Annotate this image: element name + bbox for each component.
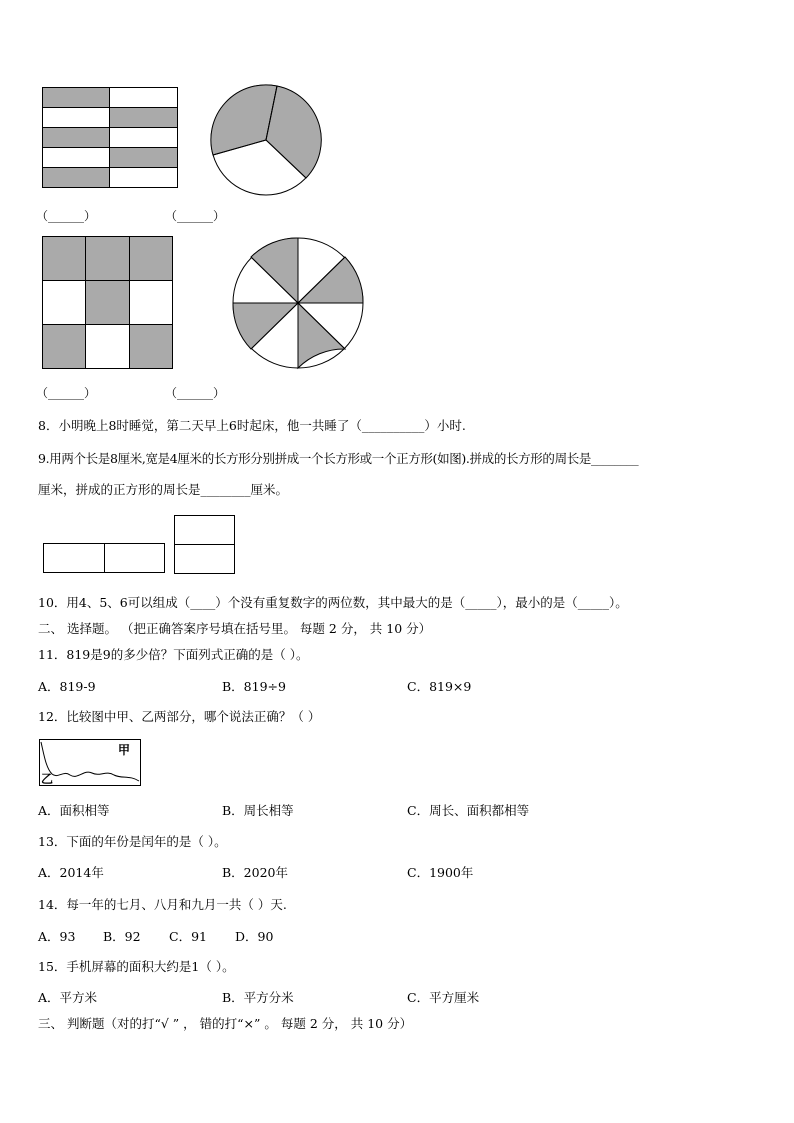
option-a[interactable]: A．93 xyxy=(38,929,76,944)
option-a[interactable]: A．平方米 xyxy=(38,990,98,1005)
question-11: 11．819是9的多少倍？下面列式正确的是（ ）。 xyxy=(38,647,309,662)
question-8: 8．小明晚上8时睡觉，第二天早上6时起床，他一共睡了（__________）小时. xyxy=(38,418,466,433)
option-c[interactable]: C．周长、面积都相等 xyxy=(407,803,530,818)
option-b[interactable]: B．周长相等 xyxy=(222,803,294,818)
question-10: 10．用4、5、6可以组成（____）个没有重复数字的两位数，其中最大的是（_____），最小的是（_____）。 xyxy=(38,595,628,610)
option-b[interactable]: B．2020年 xyxy=(222,865,288,880)
section-3-title: 三、 判断题（对的打“√ ” ， 错的打“×” 。 每题 2 分， 共 10 分） xyxy=(38,1016,413,1031)
question-14: 14．每一年的七月、八月和九月一共（ ）天. xyxy=(38,897,287,912)
option-b[interactable]: B．819÷9 xyxy=(222,679,286,694)
label-jia: 甲 xyxy=(118,743,131,757)
answer-blank[interactable]: （______） xyxy=(36,209,97,223)
question-9-line-2: 厘米，拼成的正方形的周长是________厘米。 xyxy=(38,482,289,497)
option-b[interactable]: B．92 xyxy=(103,929,141,944)
section-2-title: 二、 选择题。 （把正确答案序号填在括号里。 每题 2 分， 共 10 分） xyxy=(38,621,432,636)
answer-blank[interactable]: （______） xyxy=(165,386,226,400)
question-13: 13．下面的年份是闰年的是（ ）。 xyxy=(38,834,227,849)
question-15: 15．手机屏幕的面积大约是1（ ）。 xyxy=(38,959,235,974)
label-yi: 乙 xyxy=(41,772,54,786)
question-9-line-1: 9.用两个长是8厘米,宽是4厘米的长方形分别拼成一个长方形或一个正方形(如图).拼成的长方形的周长是________ xyxy=(38,451,639,466)
option-a[interactable]: A．819-9 xyxy=(38,679,96,694)
option-c[interactable]: C．91 xyxy=(169,929,207,944)
option-d[interactable]: D．90 xyxy=(235,929,274,944)
option-c[interactable]: C．1900年 xyxy=(407,865,474,880)
option-c[interactable]: C．819×9 xyxy=(407,679,472,694)
answer-blank[interactable]: （______） xyxy=(36,386,97,400)
option-c[interactable]: C．平方厘米 xyxy=(407,990,480,1005)
question-12: 12．比较图中甲、乙两部分，哪个说法正确？（ ） xyxy=(38,709,321,724)
option-a[interactable]: A．面积相等 xyxy=(38,803,110,818)
answer-blank[interactable]: （______） xyxy=(165,209,226,223)
option-a[interactable]: A．2014年 xyxy=(38,865,104,880)
option-b[interactable]: B．平方分米 xyxy=(222,990,294,1005)
